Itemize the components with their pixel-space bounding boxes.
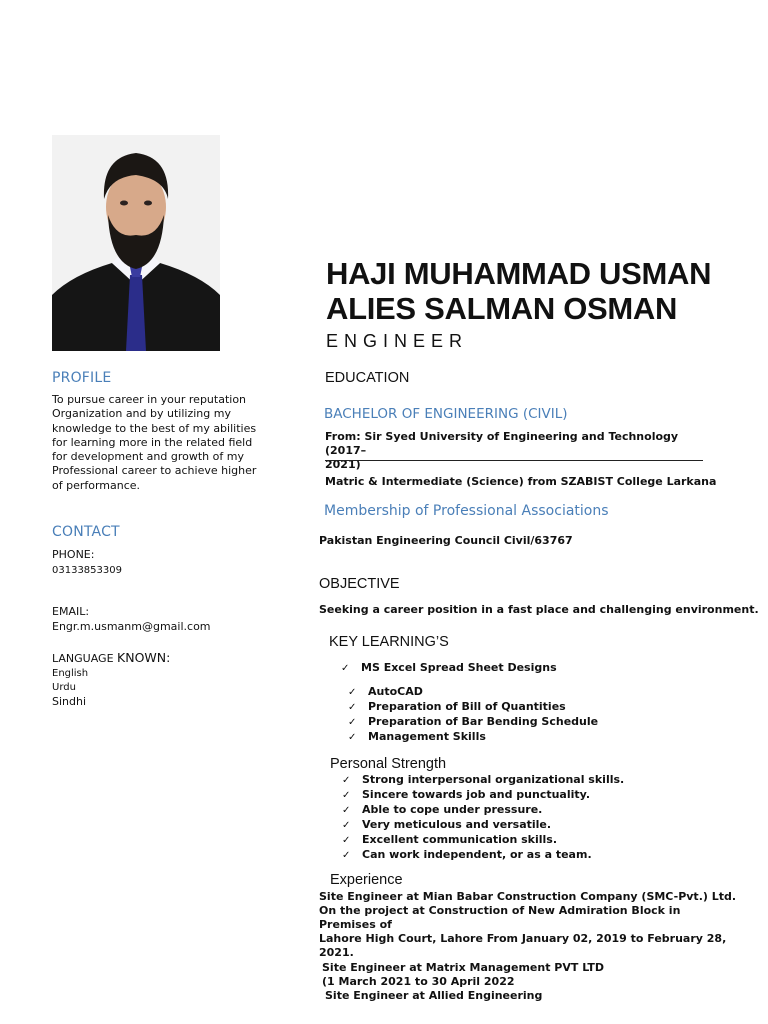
strength-label: Excellent communication skills. <box>362 833 558 846</box>
objective-heading: OBJECTIVE <box>319 576 400 592</box>
strength-label: Can work independent, or as a team. <box>362 848 592 861</box>
membership-text: Pakistan Engineering Council Civil/63767 <box>319 534 573 547</box>
strength-item <box>342 788 624 803</box>
strength-label: Strong interpersonal organizational skills. <box>362 773 625 786</box>
education-heading: EDUCATION <box>325 370 410 386</box>
checkmark-icon: ✓ <box>342 775 351 786</box>
job-title: ENGINEER <box>326 331 469 351</box>
experience-line: (1 March 2021 to 30 April 2022 <box>322 975 515 988</box>
profile-line: for development and growth of my <box>52 450 244 464</box>
email-label: EMAIL: <box>52 605 90 618</box>
phone-label: PHONE: <box>52 548 95 561</box>
profile-text <box>52 393 267 493</box>
experience-job1 <box>319 890 739 960</box>
language-item: English <box>52 668 89 679</box>
candidate-name <box>326 256 746 326</box>
key-learning-item <box>341 661 557 676</box>
education-divider <box>325 460 703 461</box>
profile-line: for learning more in the related field <box>52 435 253 449</box>
email-value: Engr.m.usmanm@gmail.com <box>52 620 211 633</box>
language-item: Sindhi <box>52 695 87 708</box>
phone-value: 03133853309 <box>52 565 122 576</box>
experience-job2 <box>322 961 604 989</box>
key-learning-label: MS Excel Spread Sheet Designs <box>361 661 557 674</box>
key-learning-label: AutoCAD <box>368 685 423 698</box>
membership-heading: Membership of Professional Associations <box>324 503 609 519</box>
checkmark-icon: ✓ <box>342 790 351 801</box>
experience-line: Site Engineer at Mian Babar Construction Company (SMC-Pvt.) Ltd. <box>319 890 737 903</box>
key-learning-item <box>348 685 598 700</box>
key-learning-label: Preparation of Bar Bending Schedule <box>368 715 599 728</box>
experience-line: On the project at Construction of New Admiration Block in Premises of <box>319 904 681 931</box>
name-line: HAJI MUHAMMAD USMAN <box>326 256 712 291</box>
checkmark-icon: ✓ <box>342 850 351 861</box>
contact-heading: CONTACT <box>52 524 120 540</box>
profile-line: Professional career to achieve higher <box>52 464 257 478</box>
profile-line: knowledge to the best of my abilities <box>52 421 257 435</box>
profile-line: of performance. <box>52 478 141 492</box>
profile-line: Organization and by utilizing my <box>52 407 231 421</box>
profile-heading: PROFILE <box>52 370 112 386</box>
profile-photo <box>52 135 220 351</box>
experience-line: Site Engineer at Matrix Management PVT LTD <box>322 961 605 974</box>
matric-text: Matric & Intermediate (Science) from SZABIST College Larkana <box>325 475 717 488</box>
strength-item <box>342 818 624 833</box>
language-item: Urdu <box>52 682 76 693</box>
checkmark-icon: ✓ <box>341 663 350 674</box>
key-learning-label: Management Skills <box>368 730 486 743</box>
name-line: ALIES SALMAN OSMAN <box>326 291 678 326</box>
key-learning-item <box>348 700 598 715</box>
experience-heading: Experience <box>330 872 403 888</box>
checkmark-icon: ✓ <box>348 687 357 698</box>
experience-job3: Site Engineer at Allied Engineering <box>325 989 543 1002</box>
key-learnings-heading: KEY LEARNING’S <box>329 634 449 650</box>
key-learnings-list <box>348 685 598 745</box>
experience-line: 2021. <box>319 946 354 959</box>
checkmark-icon: ✓ <box>348 717 357 728</box>
strength-item <box>342 773 624 788</box>
key-learning-label: Preparation of Bill of Quantities <box>368 700 566 713</box>
checkmark-icon: ✓ <box>342 820 351 831</box>
strength-list <box>342 773 624 863</box>
strength-label: Able to cope under pressure. <box>362 803 543 816</box>
profile-line: To pursue career in your reputation <box>52 393 247 406</box>
language-label-text: LANGUAGE <box>52 652 114 665</box>
key-learning-item <box>348 730 598 745</box>
strength-item <box>342 833 624 848</box>
strength-heading: Personal Strength <box>330 756 447 772</box>
portrait-illustration <box>52 135 220 351</box>
university-line: From: Sir Syed University of Engineering and Technology (2017– <box>325 430 679 457</box>
objective-text: Seeking a career position in a fast place and challenging environment. <box>319 603 759 616</box>
language-known-text: KNOWN: <box>117 650 171 665</box>
experience-line: Lahore High Court, Lahore From January 02, 2019 to February 28, <box>319 932 727 945</box>
language-label <box>52 651 267 666</box>
checkmark-icon: ✓ <box>348 732 357 743</box>
degree-title: BACHELOR OF ENGINEERING (CIVIL) <box>324 406 568 422</box>
strength-label: Sincere towards job and punctuality. <box>362 788 590 801</box>
university-text <box>325 430 703 472</box>
checkmark-icon: ✓ <box>342 835 351 846</box>
strength-label: Very meticulous and versatile. <box>362 818 552 831</box>
strength-item <box>342 803 624 818</box>
strength-item <box>342 848 624 863</box>
key-learning-item <box>348 715 598 730</box>
checkmark-icon: ✓ <box>342 805 351 816</box>
university-line: 2021) <box>325 458 361 471</box>
checkmark-icon: ✓ <box>348 702 357 713</box>
